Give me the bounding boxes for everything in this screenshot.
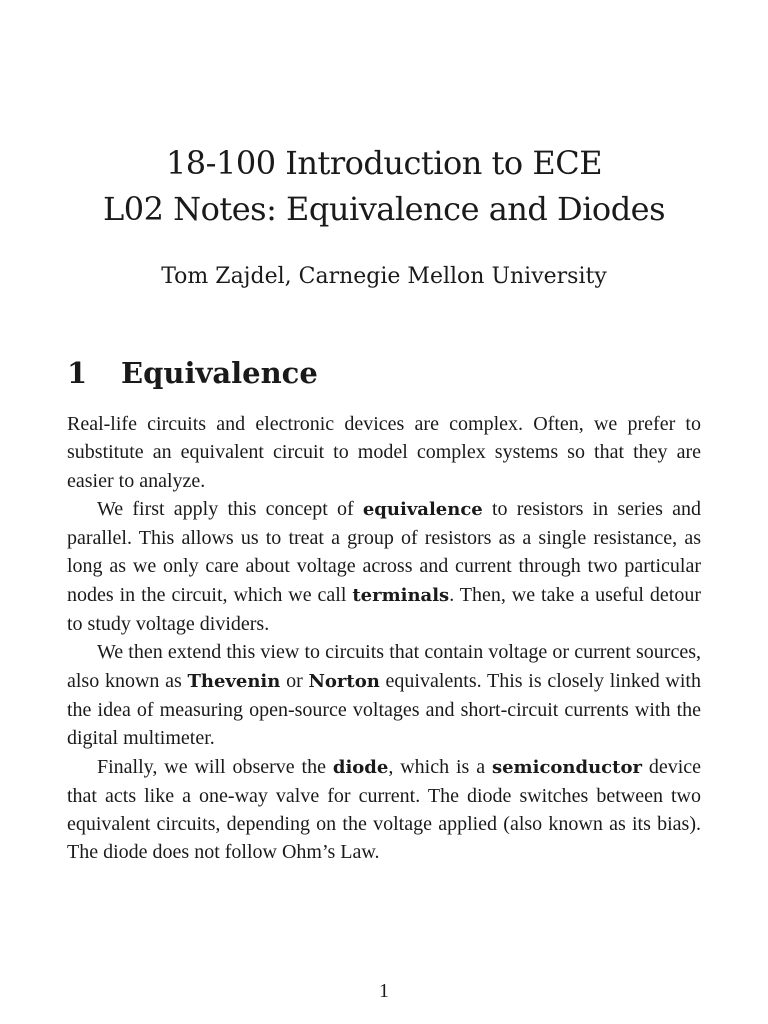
bold-term-semiconductor: semiconductor (491, 756, 642, 778)
page-number: 1 (379, 980, 389, 1002)
bold-term-norton: Norton (308, 670, 380, 692)
bold-term-terminals: terminals (352, 584, 450, 606)
document-title (0, 140, 768, 232)
section-heading (67, 353, 318, 393)
text-run: We first apply this concept of (97, 497, 363, 520)
text-run: equivalents. This is closely linked with the idea of measuring open-source voltages and short-circuit currents with the digital multimeter. (67, 669, 701, 750)
section-body (67, 410, 701, 867)
section-number: 1 (67, 356, 88, 390)
paragraph-equivalence (67, 495, 701, 638)
text-run: Finally, we will observe the (97, 755, 333, 778)
text-run: device that acts like a one-way valve for current. The diode switches between two equivalent circuits, depending on the voltage applied (also known as its bias). The diode does not follow Ohm’s Law. (67, 755, 702, 864)
bold-term-diode: diode (332, 756, 389, 778)
paragraph-intro: Real-life circuits and electronic devices are complex. Often, we prefer to substitute an equivalent circuit to model complex systems so that they are easier to analyze. (67, 413, 701, 492)
bold-term-thevenin: Thevenin (187, 670, 281, 692)
title-line-course: 18-100 Introduction to ECE (165, 144, 603, 182)
author-line: Tom Zajdel, Carnegie Mellon University (161, 264, 607, 289)
text-run: . Then, we take a useful detour to study voltage dividers. (67, 583, 701, 636)
paragraph-diode (67, 753, 701, 867)
text-run: We then extend this view to circuits that contain voltage or current sources, also known as (67, 641, 701, 692)
title-line-notes: L02 Notes: Equivalence and Diodes (102, 190, 666, 228)
bold-term-equivalence: equivalence (362, 498, 483, 520)
text-run: to resistors in series and parallel. This allows us to treat a group of resistors as a single resistance, as long as we only care about voltage across and current through two particular nodes in the circuit, which we call (67, 497, 702, 606)
section-title: Equivalence (121, 356, 318, 390)
text-run: or (280, 669, 309, 692)
paragraph-sources (67, 638, 701, 752)
text-run: , which is a (388, 755, 492, 778)
